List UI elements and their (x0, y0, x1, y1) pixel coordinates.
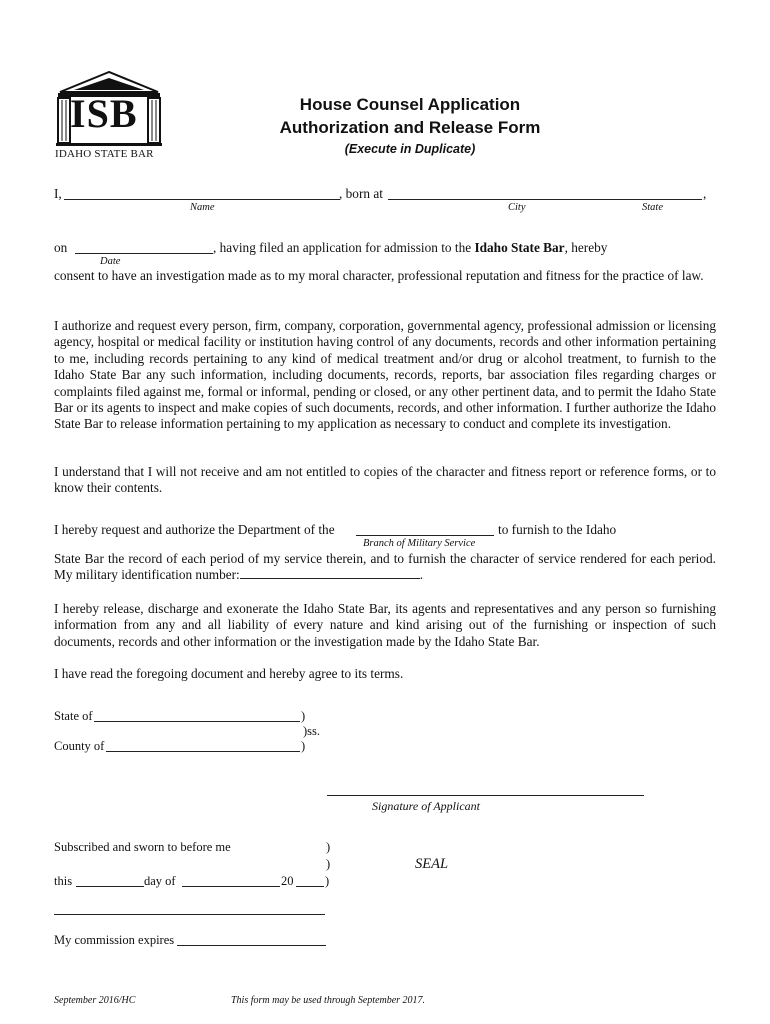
notary-paren-b: ) (326, 857, 331, 871)
military-paragraph (54, 551, 716, 584)
signature-field[interactable] (327, 795, 644, 796)
military-text-b: to furnish to the Idaho (498, 522, 617, 537)
military-text-end: . (419, 567, 424, 583)
notary-signature-field[interactable] (54, 914, 325, 915)
county-of-label: County of (54, 739, 105, 753)
month-field[interactable] (182, 886, 280, 887)
day-field[interactable] (76, 886, 144, 887)
label-name: Name (190, 202, 215, 213)
line2-suffix: , hereby (564, 240, 608, 255)
signature-of-applicant-label: Signature of Applicant (372, 799, 480, 813)
logo-org-name: IDAHO STATE BAR (55, 148, 154, 160)
subscribed-sworn-text: Subscribed and sworn to before me (54, 840, 231, 854)
release-paragraph: I hereby release, discharge and exonerate the Idaho State Bar, its agents and representatives and any person so furnishing information from any and all liability of every nature and kind arising out of the furnishing or inspection of such documents, records and other information or the investigation made by the Idaho State Bar. (54, 601, 716, 649)
state-close-paren: ) (301, 709, 306, 723)
state-of-label: State of (54, 709, 93, 723)
understand-paragraph: I understand that I will not receive and am not entitled to copies of the character and fitness report or reference forms, or to know their contents. (54, 464, 716, 496)
commission-expires-label: My commission expires (54, 933, 175, 947)
form-title-line2: Authorization and Release Form (279, 118, 541, 137)
year-prefix: 20 (281, 874, 294, 888)
date-field[interactable] (75, 253, 213, 254)
read-paragraph: I have read the foregoing document and hereby agree to its terms. (54, 666, 404, 681)
state-of-field[interactable] (94, 721, 300, 722)
label-state: State (642, 202, 663, 213)
year-close-paren: ) (325, 874, 330, 888)
label-city: City (508, 202, 526, 213)
seal-label: SEAL (415, 856, 449, 872)
label-date: Date (100, 256, 121, 267)
military-id-field[interactable] (240, 567, 420, 579)
form-title-line1: House Counsel Application (299, 95, 521, 114)
footer-revision: September 2016/HC (54, 995, 136, 1006)
line1-comma: , (703, 186, 707, 201)
line2-prefix: on (54, 240, 68, 255)
notary-paren-a: ) (326, 840, 331, 854)
line1-prefix: I, (54, 186, 62, 201)
county-close-paren: ) (301, 739, 306, 753)
footer-validity-note: This form may be used through September 2017. (231, 995, 426, 1006)
commission-expires-field[interactable] (177, 945, 326, 946)
form-subtitle: (Execute in Duplicate) (344, 142, 476, 156)
logo-abbrev: ISB (70, 91, 138, 136)
name-field[interactable] (64, 199, 340, 200)
military-text-a: I hereby request and authorize the Department of the (54, 522, 335, 537)
label-branch-of-military-service: Branch of Military Service (363, 538, 476, 549)
day-of-label: day of (144, 874, 176, 888)
county-of-field[interactable] (106, 751, 300, 752)
military-branch-field[interactable] (356, 535, 494, 536)
line1-born-at: , born at (339, 186, 383, 201)
consent-paragraph: consent to have an investigation made as to my moral character, professional reputation and fitness for the practice of law. (54, 268, 704, 283)
birthplace-field[interactable] (388, 199, 702, 200)
year-field[interactable] (296, 886, 324, 887)
line2-text (213, 240, 607, 256)
this-label: this (54, 874, 73, 888)
line2-mid: , having filed an application for admission to the (213, 240, 472, 255)
idaho-state-bar-bold: Idaho State Bar (474, 240, 565, 255)
ss-label: )ss. (303, 724, 321, 738)
authorize-paragraph: I authorize and request every person, firm, company, corporation, governmental agency, professional admission or licensing agency, hospital or medical facility or institution having control of any documents, records and other information pertaining to me, including records pertaining to any kind of medical treatment and/or drug or alcohol treatment, to furnish to the Idaho State Bar any such information, including documents, records, reports, bar association files regarding charges or complaints filed against me, formal or informal, pending or closed, or any other pertinent data, and to permit the Idaho State Bar or its agents to inspect and make copies of such documents, records, and other information. I further authorize the Idaho State Bar to release information pertaining to my application as necessary to conduct and complete its investigation. (54, 318, 716, 432)
military-text-c: State Bar the record of each period of my service therein, and to furnish the character of service rendered for each period. My military identification number: (54, 551, 716, 583)
